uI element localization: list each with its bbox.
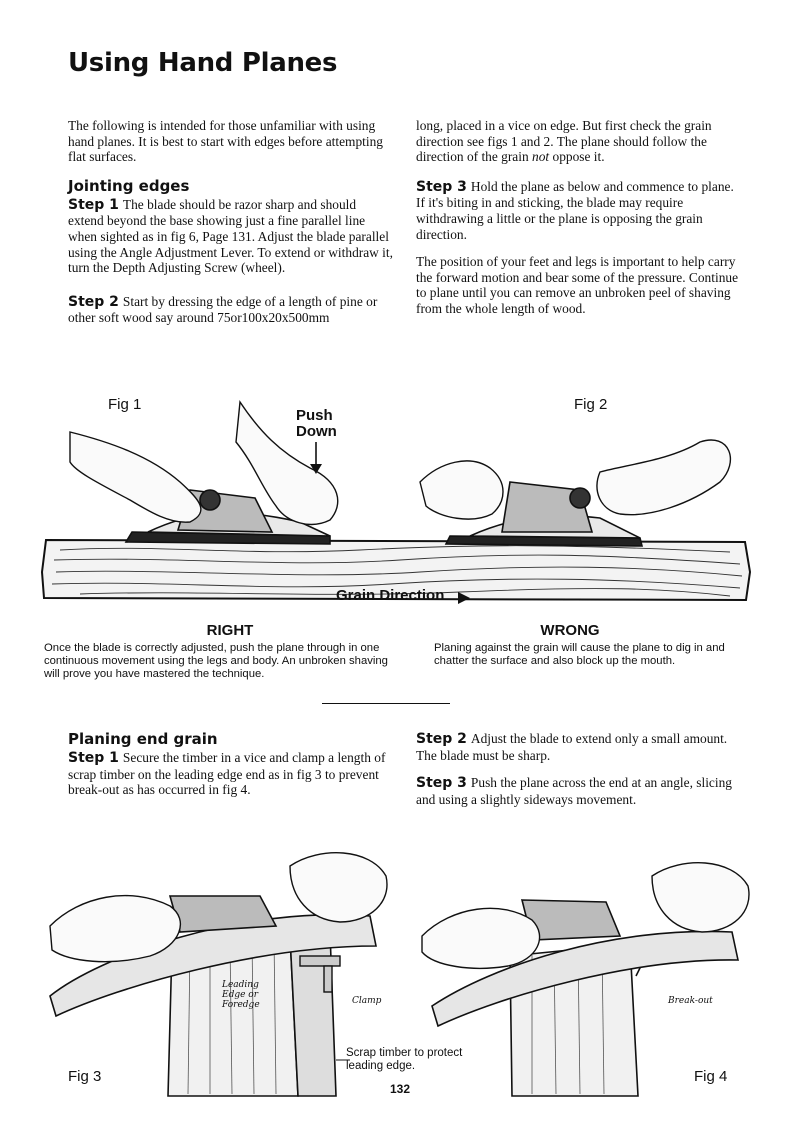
step3-label: Step 3 (416, 178, 467, 195)
step2-cont-text: long, placed in a vice on edge. But first check the grain direction see figs 1 and 2. The plane should follow the direction of the grain (416, 118, 712, 165)
planing-end-grain-heading: Planing end grain (68, 730, 218, 748)
feet-paragraph: The position of your feet and legs is important to help carry the forward motion and bear some of the pressure. Continue to plane until you can remove an unbroken peel of shaving from the whole length of wood. (416, 254, 739, 316)
step2-continuation (416, 118, 742, 165)
left-column-top (68, 118, 394, 338)
break-out-label: Break-out (668, 996, 713, 1006)
step2-emphasis: not (532, 149, 550, 165)
end-step3-text: Push the plane across the end at an angle, slicing and using a slightly sideways movement. (416, 775, 732, 807)
right-caption: Once the blade is correctly adjusted, push the plane through in one continuous movement using the legs and body. An unbroken shaving will prove you have mastered the technique. (44, 642, 388, 680)
step2-tail-text: oppose it. (552, 149, 605, 165)
leading-edge-label: Leading Edge or Foredge (222, 980, 260, 1010)
end-step1-text: Secure the timber in a vice and clamp a length of scrap timber on the leading edge end as in fig 3 to prevent break-out as has occurred in fig 4. (68, 750, 386, 798)
jointing-step1 (68, 197, 394, 276)
fig3-label: Fig 3 (68, 1068, 102, 1085)
jointing-step3 (416, 179, 742, 242)
fig2-label: Fig 2 (574, 396, 608, 413)
jointing-edges-heading: Jointing edges (68, 176, 190, 195)
page-number: 132 (389, 1082, 411, 1096)
fig4-label: Fig 4 (694, 1068, 728, 1085)
planing-edges-illustration (40, 372, 760, 602)
step2-text: Start by dressing the edge of a length of pine or other soft wood say around 75or100x20x500mm (68, 293, 378, 326)
step1-label: Step 1 (68, 196, 119, 213)
end-grain-step1 (68, 750, 386, 798)
grain-direction-label: Grain Direction (336, 587, 445, 604)
right-heading: RIGHT (206, 622, 254, 639)
page-title: Using Hand Planes (68, 48, 338, 78)
end-step2-text: Adjust the blade to extend only a small amount. The blade must be sharp. (416, 731, 728, 763)
step2-label: Step 2 (68, 293, 119, 310)
wrong-caption: Planing against the grain will cause the plane to dig in and chatter the surface and also block up the mouth. (434, 642, 725, 667)
push-down-label: Push Down (296, 407, 337, 440)
left-column-bottom (68, 730, 386, 810)
fig1-label: Fig 1 (108, 396, 142, 413)
end-step3-label: Step 3 (416, 775, 467, 792)
step1-text: The blade should be razor sharp and should extend beyond the base showing just a fine parallel line when sighted as in fig 6, Page 131. Adjust the blade parallel using the Angle Adjustment Lever. To extend or withdraw it, turn the Depth Adjusting Screw (wheel). (68, 196, 393, 276)
end-step2-label: Step 2 (416, 731, 467, 747)
clamp-label: Clamp (352, 996, 382, 1006)
scrap-timber-label: Scrap timber to protect leading edge. (346, 1047, 463, 1072)
wrong-heading: WRONG (540, 622, 600, 639)
end-step1-label: Step 1 (68, 750, 119, 766)
intro-paragraph: The following is intended for those unfamiliar with using hand planes. It is best to start with edges before attempting flat surfaces. (68, 118, 383, 165)
right-column-top (416, 118, 742, 329)
end-grain-step2 (416, 731, 742, 763)
end-grain-step3 (416, 775, 742, 807)
step3-text: Hold the plane as below and commence to plane. If it's biting in and sticking, the blade may require withdrawing a little or the plane is opposing the grain direction. (416, 178, 734, 242)
end-grain-illustration-fig4 (392, 836, 762, 1096)
jointing-step2 (68, 294, 394, 326)
section-divider (322, 703, 450, 704)
right-column-bottom (416, 731, 742, 819)
